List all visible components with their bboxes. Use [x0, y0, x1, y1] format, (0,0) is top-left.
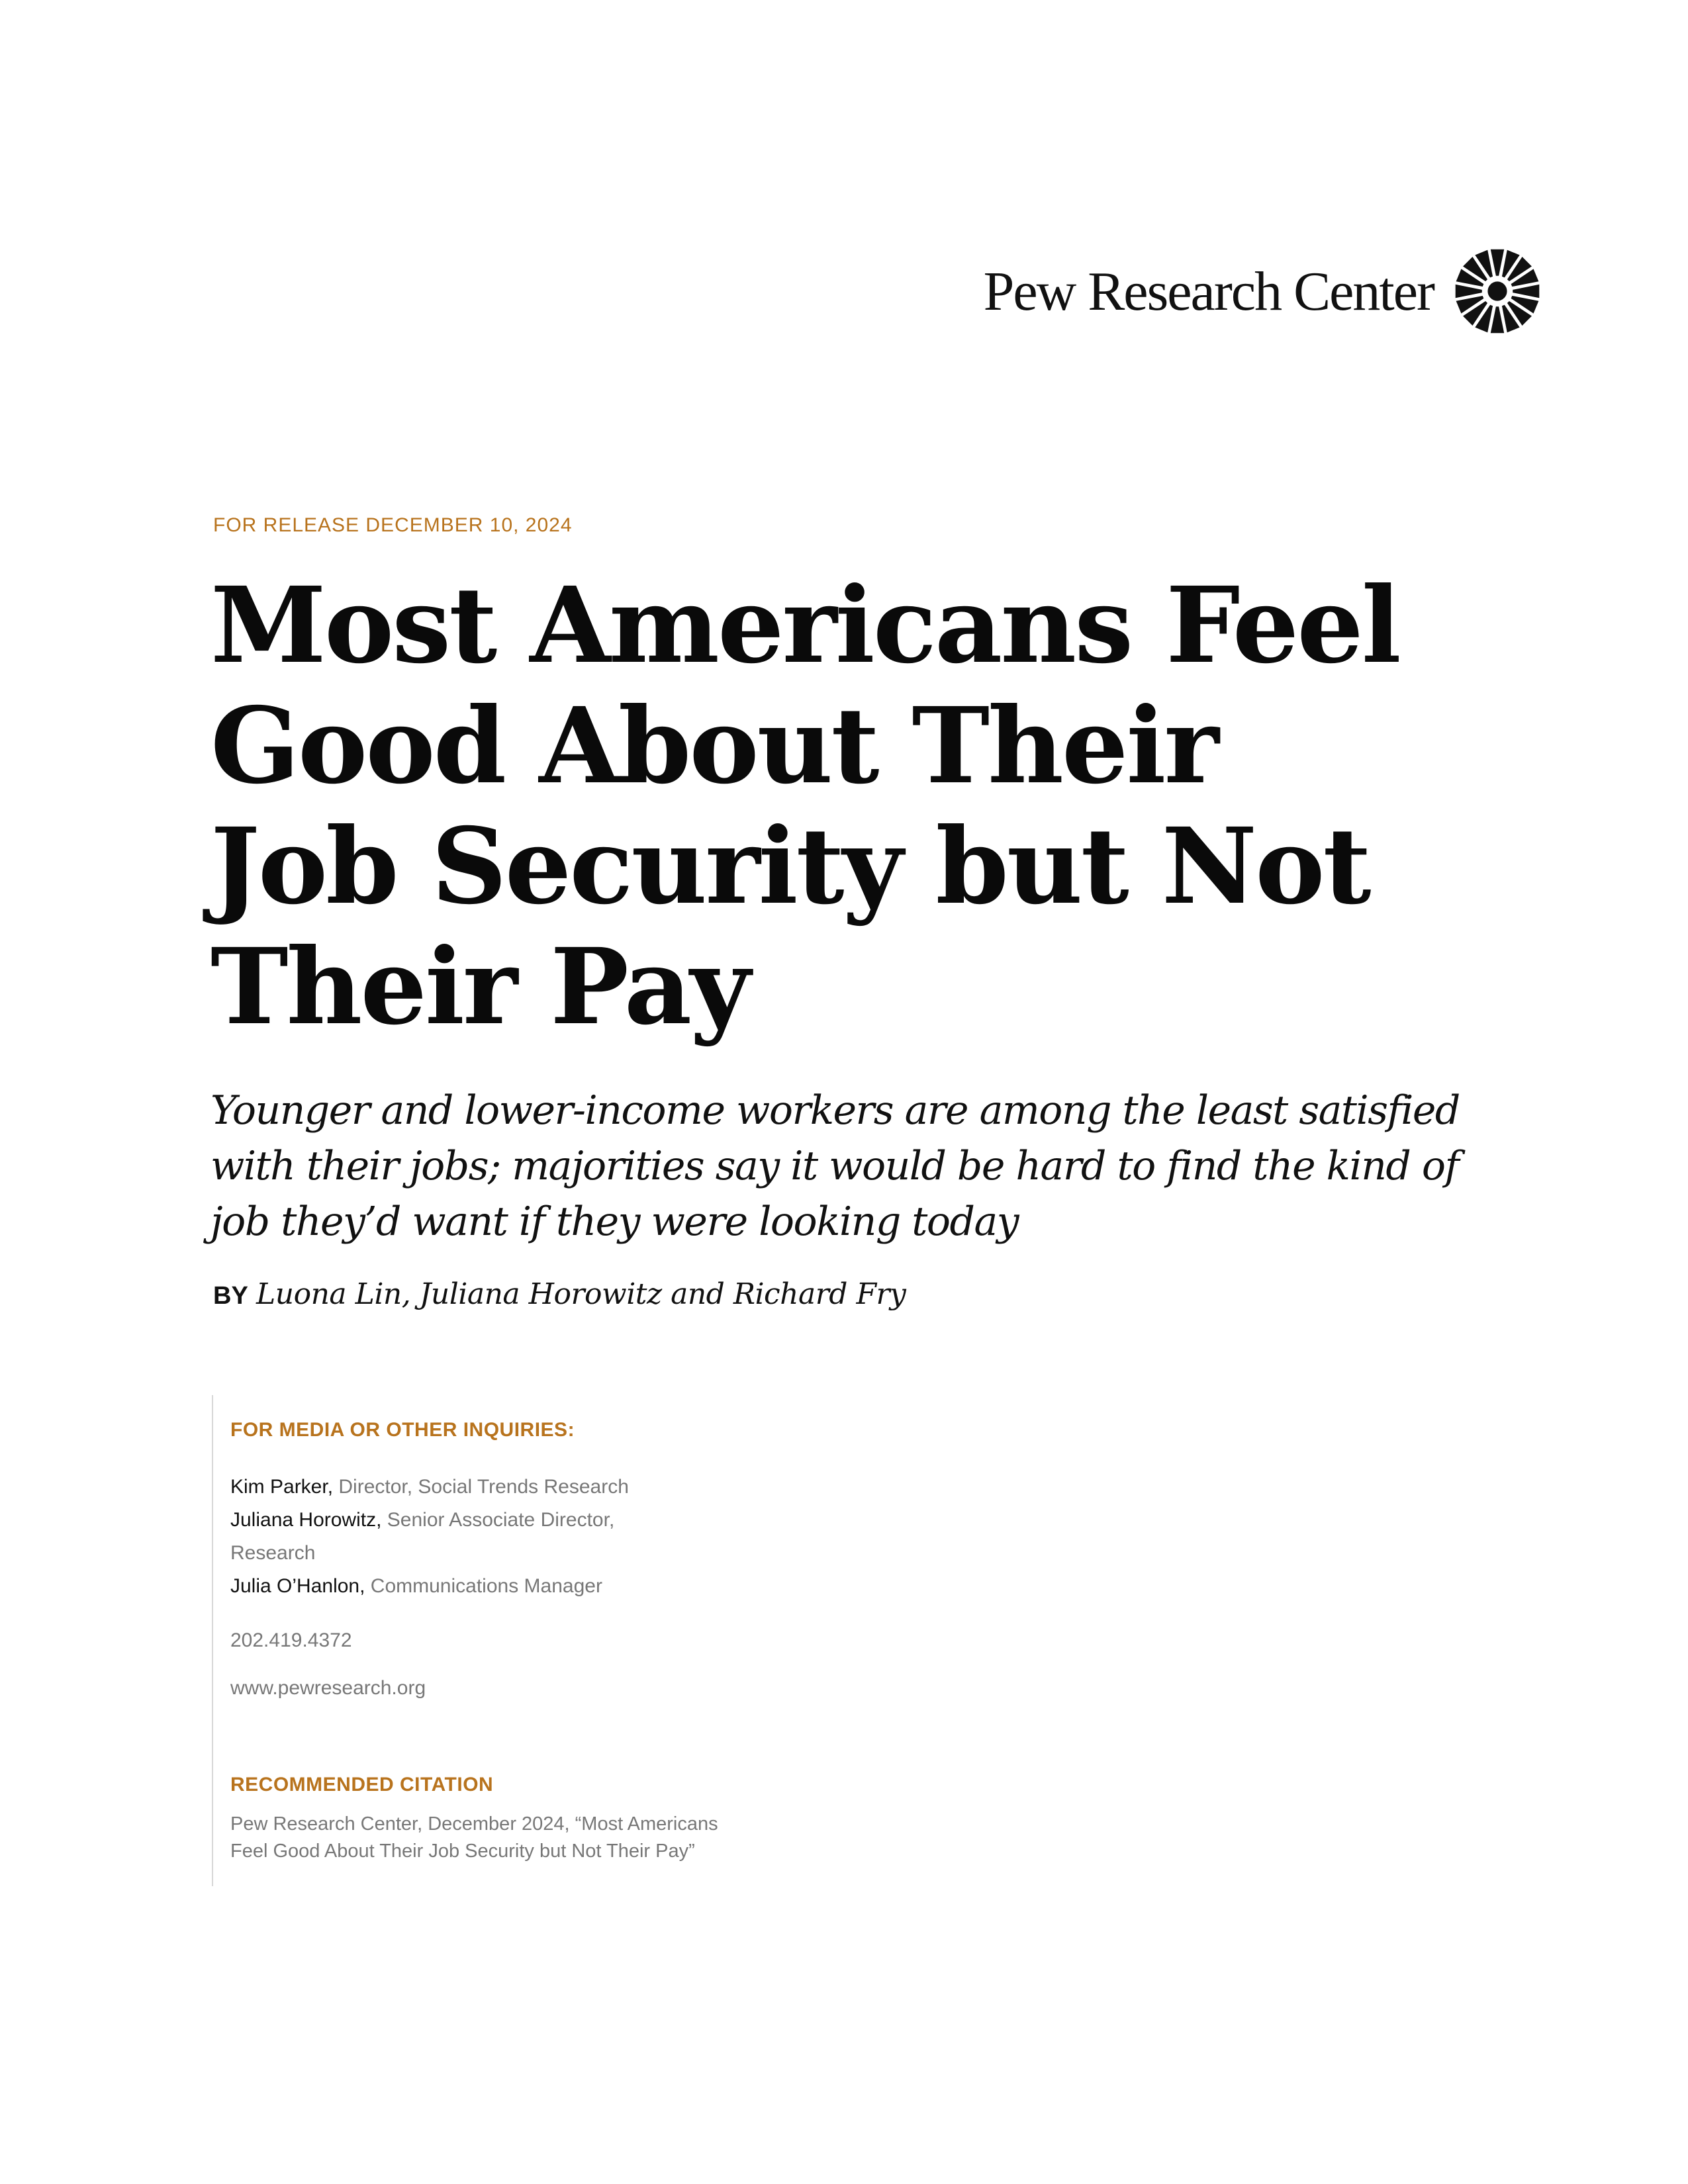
logo-ray: [1513, 285, 1539, 298]
contact-name: Juliana Horowitz,: [230, 1509, 382, 1531]
byline: [213, 1277, 906, 1311]
byline-prefix: BY: [213, 1282, 248, 1310]
media-sidebar: [212, 1395, 809, 1886]
contact-role: Senior Associate Director, Research: [230, 1509, 615, 1564]
contact-role: Communications Manager: [370, 1575, 602, 1597]
report-title: Most Americans Feel Good About Their Job Security but Not Their Pay: [211, 565, 1399, 1048]
logo-ray: [1456, 285, 1482, 298]
media-heading: FOR MEDIA OR OTHER INQUIRIES:: [230, 1419, 575, 1441]
report-subtitle: Younger and lower-income workers are among the least satisfied with their jobs; majorities say it would be hard to find the kind of job they’d want if they were looking today: [211, 1087, 1460, 1245]
sunburst-logo-icon: [1452, 246, 1542, 336]
contact-name: Julia O’Hanlon,: [230, 1575, 365, 1597]
citation-heading: RECOMMENDED CITATION: [230, 1774, 494, 1796]
release-date: FOR RELEASE DECEMBER 10, 2024: [213, 514, 573, 536]
byline-authors: Luona Lin, Juliana Horowitz and Richard Fry: [256, 1277, 906, 1311]
contact-list: [230, 1471, 680, 1603]
website-link[interactable]: www.pewresearch.org: [230, 1677, 426, 1699]
logo-wordmark: Pew Research Center: [983, 260, 1434, 322]
contact-item: [230, 1504, 680, 1570]
phone-number: 202.419.4372: [230, 1629, 352, 1651]
citation-text: Pew Research Center, December 2024, “Most Americans Feel Good About Their Job Security but Not Their Pay”: [230, 1813, 718, 1862]
logo-ray: [1491, 306, 1504, 333]
logo-ray: [1491, 250, 1504, 276]
contact-name: Kim Parker,: [230, 1476, 334, 1498]
contact-item: [230, 1471, 680, 1504]
contact-role: Director, Social Trends Research: [338, 1476, 629, 1498]
contact-item: [230, 1570, 680, 1603]
pew-logo: [861, 245, 1542, 338]
